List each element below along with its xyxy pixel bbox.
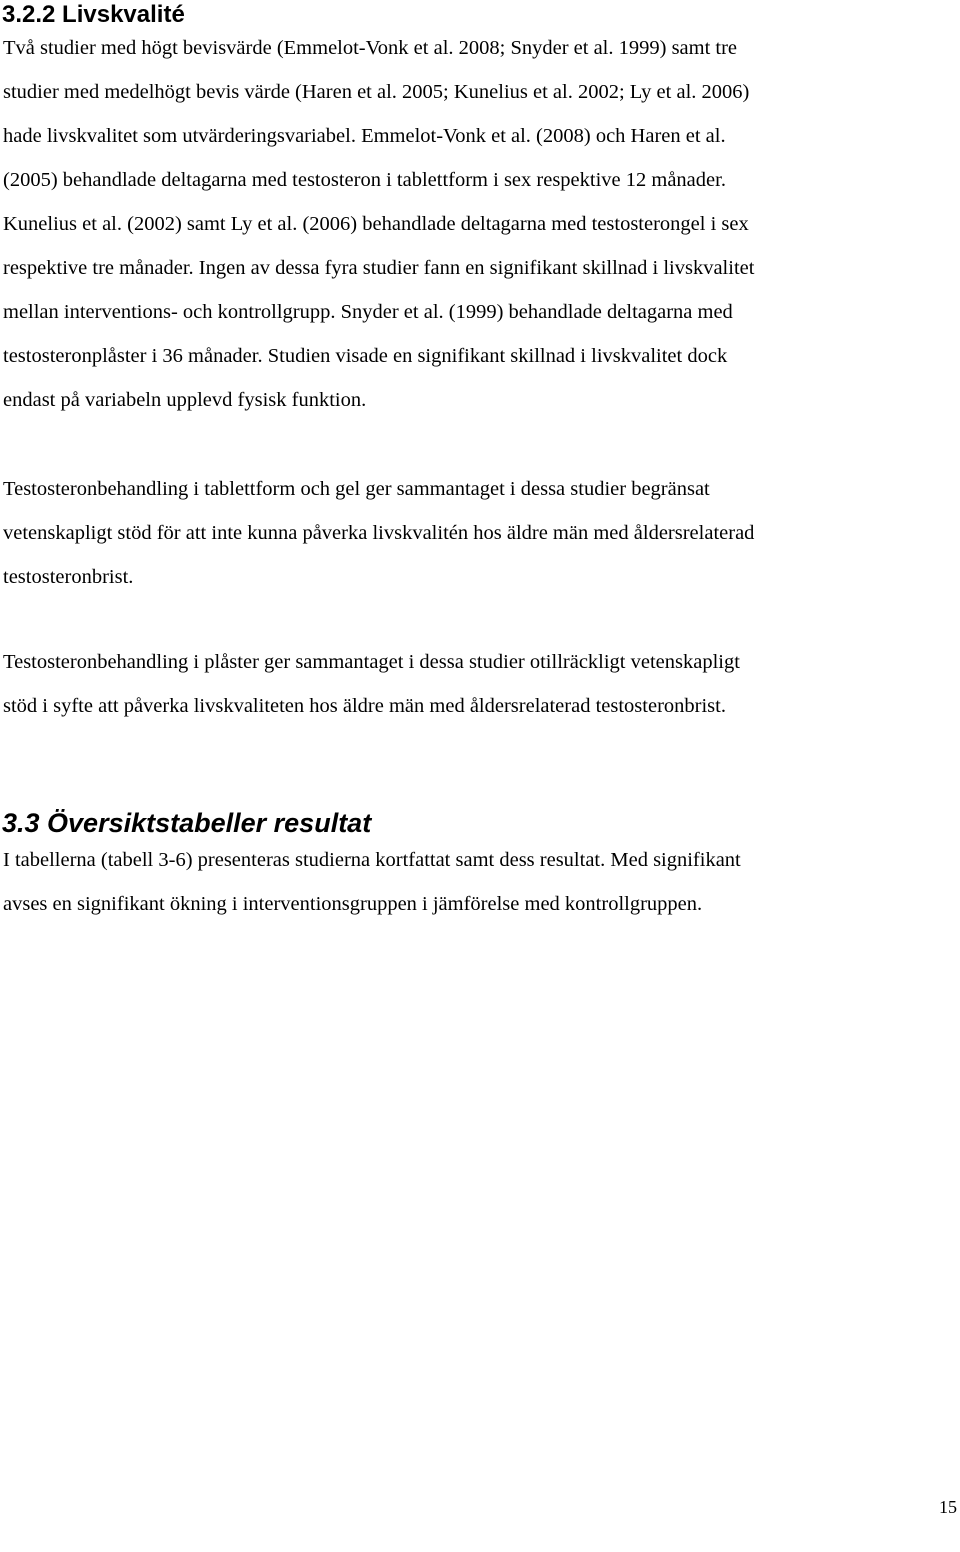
paragraph-tablet-gel-conclusion — [3, 467, 754, 599]
text-line: Testosteronbehandling i plåster ger sammantaget i dessa studier otillräckligt vetenskapligt — [3, 651, 740, 673]
text-line: Testosteronbehandling i tablettform och gel ger sammantaget i dessa studier begränsat — [3, 478, 710, 500]
text-line: vetenskapligt stöd för att inte kunna påverka livskvalitén hos äldre män med åldersrelaterad — [3, 522, 755, 544]
paragraph-patch-conclusion — [3, 640, 740, 728]
text-line: I tabellerna (tabell 3-6) presenteras studierna kortfattat samt dess resultat. Med signifikant — [3, 849, 741, 871]
text-line: Två studier med högt bevisvärde (Emmelot-Vonk et al. 2008; Snyder et al. 1999) samt tre — [3, 37, 738, 59]
text-line: stöd i syfte att påverka livskvaliteten hos äldre män med åldersrelaterad testosteronbrist. — [3, 695, 726, 717]
text-line: hade livskvalitet som utvärderingsvariabel. Emmelot-Vonk et al. (2008) och Haren et al. — [3, 125, 726, 147]
text-line: (2005) behandlade deltagarna med testosteron i tablettform i sex respektive 12 månader. — [3, 169, 726, 191]
section-heading-livskvalite: 3.2.2 Livskvalité — [2, 1, 185, 28]
text-line: avses en signifikant ökning i interventionsgruppen i jämförelse med kontrollgruppen. — [3, 893, 703, 915]
text-line: endast på variabeln upplevd fysisk funktion. — [3, 389, 367, 411]
paragraph-livskvalite-studies — [3, 26, 754, 422]
text-line: Kunelius et al. (2002) samt Ly et al. (2006) behandlade deltagarna med testosterongel i sex — [3, 213, 749, 235]
text-line: studier med medelhögt bevis värde (Haren et al. 2005; Kunelius et al. 2002; Ly et al. 2006) — [3, 81, 750, 103]
section-heading-oversiktstabeller: 3.3 Översiktstabeller resultat — [2, 808, 372, 838]
text-line: respektive tre månader. Ingen av dessa fyra studier fann en signifikant skillnad i livskvalitet — [3, 257, 755, 279]
text-line: mellan interventions- och kontrollgrupp. Snyder et al. (1999) behandlade deltagarna med — [3, 301, 733, 323]
page-number: 15 — [939, 1497, 957, 1517]
text-line: testosteronbrist. — [3, 566, 134, 588]
text-line: testosteronplåster i 36 månader. Studien visade en signifikant skillnad i livskvalitet dock — [3, 345, 728, 367]
paragraph-tables-intro — [3, 838, 741, 926]
